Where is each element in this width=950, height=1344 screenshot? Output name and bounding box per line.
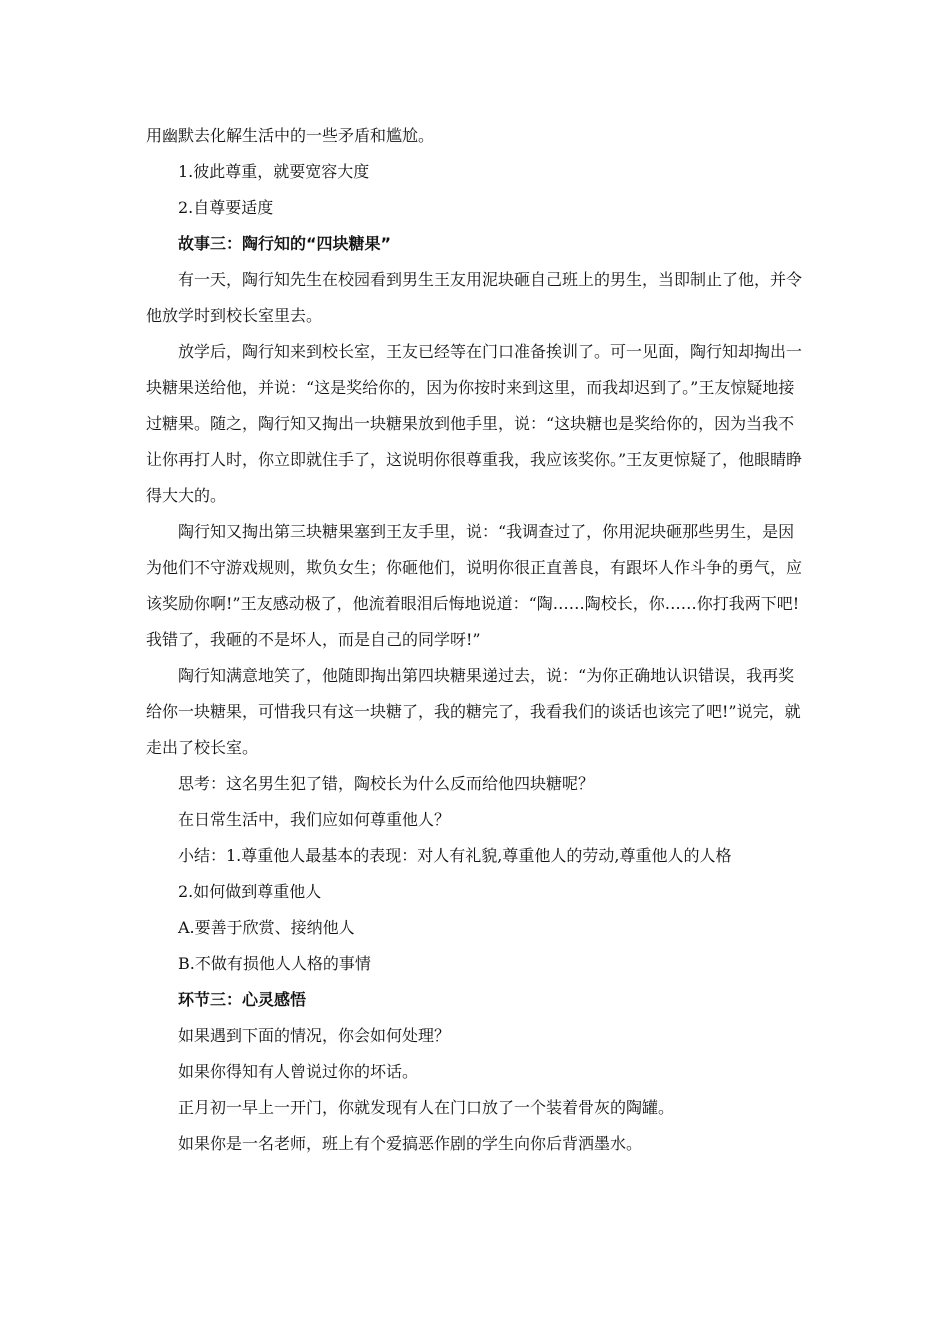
summary-point-a: A.要善于欣赏、接纳他人 bbox=[178, 918, 355, 937]
point-self-esteem: 2.自尊要适度 bbox=[178, 198, 274, 217]
heading-section-three: 环节三：心灵感悟 bbox=[178, 990, 307, 1009]
summary-point-b: B.不做有损他人人格的事情 bbox=[178, 954, 371, 973]
point-mutual-respect: 1.彼此尊重，就要宽容大度 bbox=[178, 162, 370, 181]
document-body bbox=[146, 118, 806, 1162]
scenario-ink-prank: 如果你是一名老师，班上有个爱搞恶作剧的学生向你后背洒墨水。 bbox=[178, 1134, 643, 1153]
scenario-bad-words: 如果你得知有人曾说过你的坏话。 bbox=[178, 1062, 419, 1081]
heading-story-three: 故事三：陶行知的“四块糖果” bbox=[178, 234, 392, 253]
question-think: 思考：这名男生犯了错，陶校长为什么反而给他四块糖呢？ bbox=[178, 774, 595, 793]
scenario-urn: 正月初一早上一开门，你就发现有人在门口放了一个装着骨灰的陶罐。 bbox=[178, 1098, 675, 1117]
paragraph-humor: 用幽默去化解生活中的一些矛盾和尴尬。 bbox=[146, 126, 435, 145]
scenario-prompt: 如果遇到下面的情况，你会如何处理？ bbox=[178, 1026, 451, 1045]
question-daily-life: 在日常生活中，我们应如何尊重他人？ bbox=[178, 810, 451, 829]
paragraph-story-intro: 有一天，陶行知先生在校园看到男生王友用泥块砸自己班上的男生，当即制止了他，并令他放学时到校长室里去。 bbox=[146, 270, 803, 325]
paragraph-fourth-candy: 陶行知满意地笑了，他随即掏出第四块糖果递过去，说：“为你正确地认识错误，我再奖给你一块糖果，可惜我只有这一块糖了，我的糖完了，我看我们的谈话也该完了吧!”说完，就走出了校长室。 bbox=[146, 666, 801, 757]
paragraph-third-candy: 陶行知又掏出第三块糖果塞到王友手里，说：“我调查过了，你用泥块砸那些男生，是因为他们不守游戏规则，欺负女生；你砸他们，说明你很正直善良，有跟坏人作斗争的勇气，应该奖励你啊!”王友感动极了，他流着眼泪后悔地说道：“陶……陶校长，你……你打我两下吧!我错了，我砸的不是坏人，而是自己的同学呀!” bbox=[146, 522, 803, 649]
paragraph-first-second-candy: 放学后，陶行知来到校长室，王友已经等在门口准备挨训了。可一见面，陶行知却掏出一块糖果送给他，并说：“这是奖给你的，因为你按时来到这里，而我却迟到了。”王友惊疑地接过糖果。随之，陶行知又掏出一块糖果放到他手里，说：“这块糖也是奖给你的，因为当我不让你再打人时，你立即就住手了，这说明你很尊重我，我应该奖你。”王友更惊疑了，他眼睛睁得大大的。 bbox=[146, 342, 803, 505]
summary-point-two: 2.如何做到尊重他人 bbox=[178, 882, 322, 901]
summary-point-one: 小结：1.尊重他人最基本的表现：对人有礼貌,尊重他人的劳动,尊重他人的人格 bbox=[178, 846, 732, 865]
